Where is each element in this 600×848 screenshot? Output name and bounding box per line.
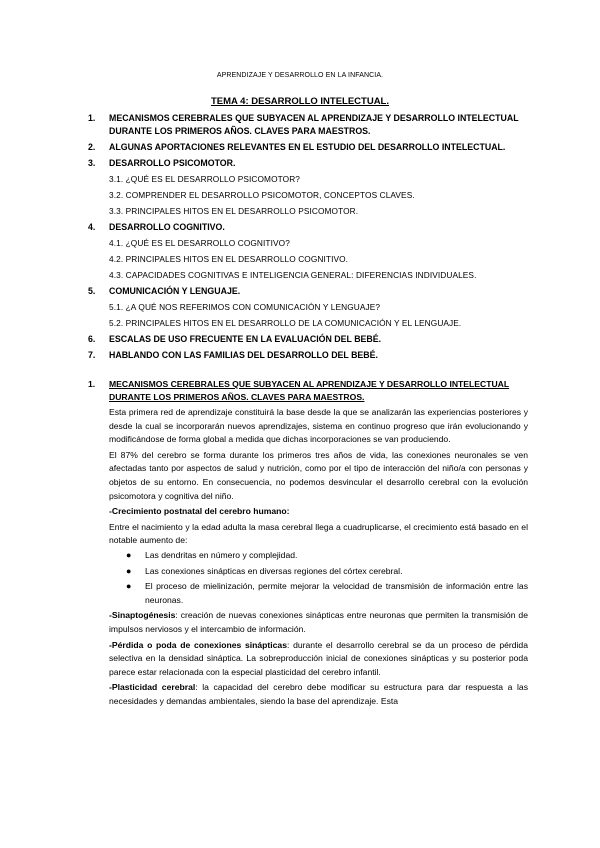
page-title: TEMA 4: DESARROLLO INTELECTUAL. <box>210 96 390 107</box>
toc-item <box>88 157 528 170</box>
page-header: APRENDIZAJE Y DESARROLLO EN LA INFANCIA. <box>216 72 384 79</box>
list-item <box>88 580 528 607</box>
subheading: -Crecimiento postnatal del cerebro humano: <box>109 506 290 517</box>
list-item-text: Las conexiones sinápticas en diversas regiones del córtex cerebral. <box>145 565 403 576</box>
toc-number: 7. <box>88 350 96 360</box>
toc-number: 3. <box>88 158 96 168</box>
toc-number: 4. <box>88 222 96 232</box>
bullet-icon: ● <box>126 549 132 560</box>
toc-subitem: 3.2. COMPRENDER EL DESARROLLO PSICOMOTOR, CONCEPTOS CLAVES. <box>109 190 415 200</box>
toc-label: COMUNICACIÓN Y LENGUAJE. <box>109 286 241 296</box>
term: -Pérdida o poda de conexiones sinápticas <box>109 639 287 650</box>
toc-subitem: 5.1. ¿A QUÉ NOS REFERIMOS CON COMUNICACIÓN Y LENGUAJE? <box>109 302 381 312</box>
bullet-icon: ● <box>126 565 132 576</box>
term: -Plasticidad cerebral <box>109 682 196 693</box>
toc-subitem: 3.3. PRINCIPALES HITOS EN EL DESARROLLO PSICOMOTOR. <box>109 206 359 216</box>
toc-subitem: 4.2. PRINCIPALES HITOS EN EL DESARROLLO COGNITIVO. <box>109 254 349 264</box>
toc-number: 6. <box>88 334 96 344</box>
toc-label: ALGUNAS APORTACIONES RELEVANTES EN EL ESTUDIO DEL DESARROLLO INTELECTUAL. <box>109 142 506 152</box>
section-number: 1. <box>88 379 96 389</box>
paragraph: Esta primera red de aprendizaje constituirá la base desde la que se analizarán las experiencias posteriores y desde la cual se incorporarán nuevos aprendizajes, sistema en continuo progreso que irán evolucionando y modificándose de forma global a medida que dichas incorporaciones se van produciendo. <box>109 407 528 445</box>
section-1 <box>88 378 528 709</box>
toc-label: MECANISMOS CEREBRALES QUE SUBYACEN AL APRENDIZAJE Y DESARROLLO INTELECTUAL DURANTE LOS PRIMEROS AÑOS. CLAVES PARA MAESTROS. <box>109 113 519 136</box>
paragraph: El 87% del cerebro se forma durante los primeros tres años de vida, las conexiones neuronales se ven afectadas tanto por aspectos de salud y nutrición, como por el tipo de interacción del niño/a con personas y objetos de su entorno. En consecuencia, no podemos desvincular el desarrollo cerebral con la evolución psicomotora y cognitiva del niño. <box>109 449 528 501</box>
term: -Sinaptogénesis <box>109 610 176 621</box>
definition-pruning <box>88 639 528 680</box>
bullet-list <box>88 549 528 607</box>
toc-label: ESCALAS DE USO FRECUENTE EN LA EVALUACIÓN DEL BEBÉ. <box>109 334 382 344</box>
toc-item <box>88 221 528 234</box>
toc-subitem: 5.2. PRINCIPALES HITOS EN EL DESARROLLO DE LA COMUNICACIÓN Y EL LENGUAJE. <box>109 318 462 328</box>
definition-synaptogenesis <box>88 609 528 636</box>
toc-item <box>88 285 528 298</box>
toc-label: DESARROLLO PSICOMOTOR. <box>109 158 236 168</box>
definition-text: : creación de nuevas conexiones sinápticas entre neuronas que permiten la transmisión de impulsos nerviosos y el intercambio de información. <box>109 610 528 634</box>
bullet-icon: ● <box>126 581 132 592</box>
list-item <box>88 549 528 563</box>
section-heading-text: MECANISMOS CEREBRALES QUE SUBYACEN AL APRENDIZAJE Y DESARROLLO INTELECTUAL DURANTE LOS PRIMEROS AÑOS. CLAVES PARA MAESTROS. <box>109 379 510 402</box>
toc-number: 1. <box>88 113 96 123</box>
definition-text: : durante el desarrollo cerebral se da un proceso de pérdida selectiva en la densidad sináptica. La sobreproducción inicial de conexiones sinápticas y su posterior poda parece estar relacionada con la especial plasticidad del cerebro infantil. <box>109 639 528 677</box>
list-item-text: Las dendritas en número y complejidad. <box>145 549 298 560</box>
table-of-contents <box>88 112 528 365</box>
toc-item <box>88 333 528 346</box>
section-heading <box>88 378 528 404</box>
definition-plasticity <box>88 681 528 708</box>
toc-label: DESARROLLO COGNITIVO. <box>109 222 225 232</box>
toc-subitem: 3.1. ¿QUÉ ES EL DESARROLLO PSICOMOTOR? <box>109 174 300 184</box>
toc-item <box>88 141 528 154</box>
toc-subitem: 4.3. CAPACIDADES COGNITIVAS E INTELIGENCIA GENERAL: DIFERENCIAS INDIVIDUALES. <box>109 270 477 280</box>
toc-number: 5. <box>88 286 96 296</box>
definition-text: : la capacidad del cerebro debe modificar su estructura para dar respuesta a las necesidades y demandas ambientales, siendo la base del aprendizaje. Esta <box>109 682 528 706</box>
toc-label: HABLANDO CON LAS FAMILIAS DEL DESARROLLO DEL BEBÉ. <box>109 350 378 360</box>
paragraph: Entre el nacimiento y la edad adulta la masa cerebral llega a cuadruplicarse, el crecimiento está basado en el notable aumento de: <box>109 521 528 546</box>
toc-item <box>88 349 528 362</box>
toc-item <box>88 112 528 138</box>
toc-number: 2. <box>88 142 96 152</box>
toc-subitem: 4.1. ¿QUÉ ES EL DESARROLLO COGNITIVO? <box>109 238 290 248</box>
list-item <box>88 565 528 579</box>
list-item-text: El proceso de mielinización, permite mejorar la velocidad de transmisión de información entre las neuronas. <box>145 581 528 605</box>
